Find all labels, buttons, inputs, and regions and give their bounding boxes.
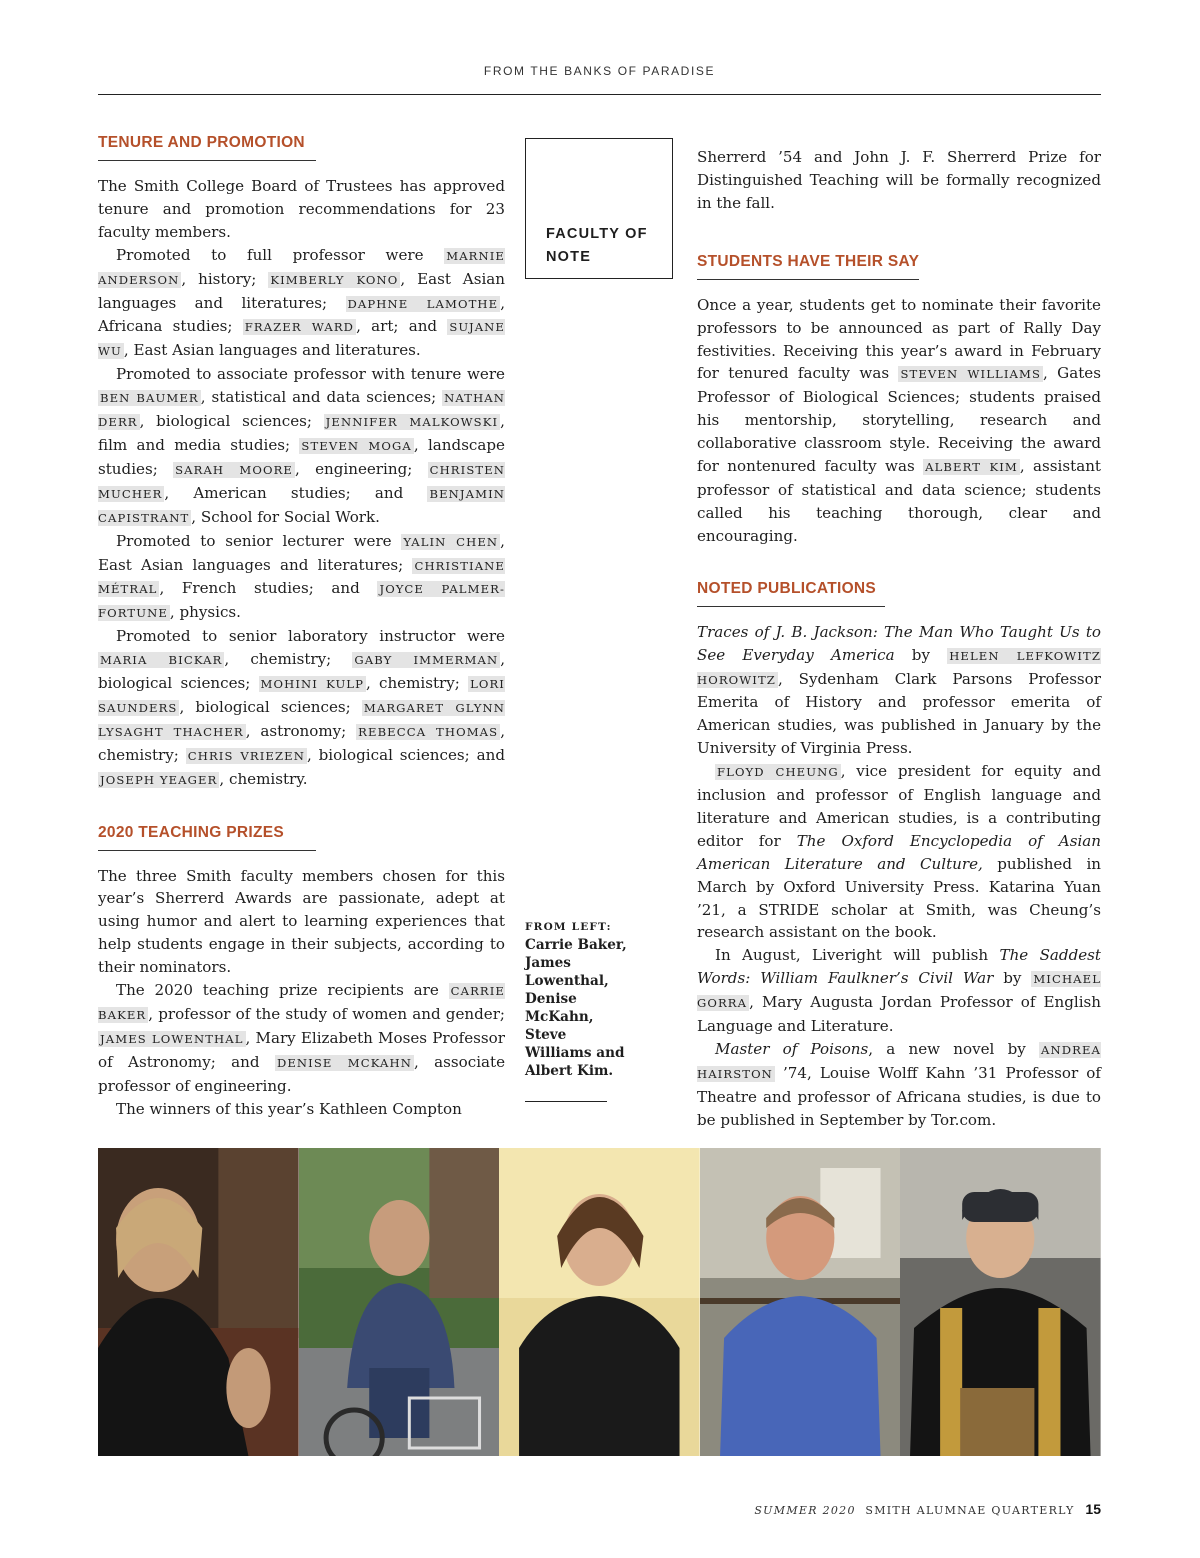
person-name: JENNIFER MALKOWSKI (325, 415, 499, 430)
faculty-of-note-box (525, 138, 673, 279)
person-name: CHRIS VRIEZEN (187, 748, 305, 763)
person-name: REBECCA THOMAS (358, 724, 499, 739)
publication-horowitz: Traces of J. B. Jackson: The Man Who Taught Us to See Everyday America by HELEN LEFKOWITZ HOROWITZ , Sydenham Clark Parsons Professor Emerita of History and professor emerita of American studies, was published in January by the University of Virginia Press. (697, 622, 1101, 758)
section-heading-publications: NOTED PUBLICATIONS (697, 580, 885, 607)
person-name: HELEN LEFKOWITZ HOROWITZ (697, 648, 1101, 687)
students-body (697, 294, 1101, 548)
person-role: , biological sciences; (139, 412, 324, 431)
person-name: ANDREA HAIRSTON (697, 1043, 1101, 1081)
person-role: , American studies; and (164, 483, 428, 502)
photo-james-lowenthal (299, 1148, 500, 1456)
person-role: , landscape studies; (98, 435, 505, 478)
publication-cheung: FLOYD CHEUNG , vice president for equity and inclusion and professor of English language and literature and American studies, is a contributing editor for The Oxford Encyclopedia of Asian American Literature and Culture, published in March by Oxford University Press. Katarina Yuan ’21, a STRIDE scholar at Smith, was Cheung’s research assistant on the book. (697, 762, 1101, 942)
right-column (697, 146, 1101, 1162)
person-name: CHRISTEN MUCHER (98, 462, 505, 501)
person-role: , School for Social Work. (191, 507, 380, 526)
photo-denise-mckahn (499, 1148, 700, 1456)
person-name: FRAZER WARD (244, 320, 355, 335)
faculty-photo-strip (98, 1148, 1101, 1456)
portrait-image (299, 1148, 500, 1456)
person-name: CARRIE BAKER (98, 984, 505, 1022)
person-role: , chemistry; (366, 674, 469, 693)
person-name: CHRISTIANE MÉTRAL (98, 558, 505, 597)
person-role: , statistical and data sciences; (200, 388, 443, 407)
person-name: MOHINI KULP (260, 677, 365, 692)
tenure-body (98, 175, 505, 792)
person-role: , biological sciences; (98, 650, 505, 693)
person-role: , film and media studies; (98, 412, 505, 454)
sidebar-column (525, 138, 673, 1108)
section-heading-students: STUDENTS HAVE THEIR SAY (697, 253, 919, 280)
teaching-section (98, 822, 505, 1121)
photo-steve-williams (700, 1148, 901, 1456)
person-role: , professor of the study of women and gender; (148, 1005, 505, 1023)
teaching-body (98, 865, 505, 1121)
person-name: JOSEPH YEAGER (100, 772, 218, 787)
publications-body (697, 621, 1101, 1132)
students-section (697, 251, 1101, 548)
person-role: , biological sciences; (179, 697, 362, 716)
caption-rule (525, 1101, 607, 1102)
teaching-recipients: The 2020 teaching prize recipients are CARRIE BAKER , professor of the study of women and gender; JAMES LOWENTHAL , Mary Elizabeth Moses Professor of Astronomy; and DENISE MCKAHN , associate professor of engineering. (98, 981, 506, 1095)
tenure-senior-lecturers: Promoted to senior lecturer were YALIN CHEN , East Asian languages and literatures; CHRISTIANE MÉTRAL , French studies; and JOYCE PALMER-FORTUNE , physics. (98, 531, 505, 622)
tenure-associate-professors: Promoted to associate professor with tenure were BEN BAUMER , statistical and data sciences; NATHAN DERR , biological sciences; JENNIFER MALKOWSKI , film and media studies; STEVEN MOGA , landscape studies; SARAH MOORE , engineering; CHRISTEN MUCHER , American studies; and BENJAMIN CAPISTRANT , School for Social Work. (98, 365, 505, 526)
teaching-continued (697, 146, 1101, 215)
publications-section (697, 578, 1101, 1132)
person-role: , history; (181, 269, 269, 288)
person-name: ALBERT KIM (925, 460, 1018, 475)
left-column (98, 132, 505, 1151)
caption-text: Carrie Baker, James Lowenthal, Denise McKahn, Steve Williams and Albert Kim. (525, 937, 627, 1079)
person-name: MICHAEL GORRA (697, 972, 1101, 1011)
portrait-image (98, 1148, 299, 1456)
person-role: , chemistry; (98, 721, 505, 764)
page-number: 15 (1085, 1501, 1101, 1517)
person-role: , East Asian languages and literatures; (98, 531, 505, 574)
caption-label: FROM LEFT: (525, 921, 612, 933)
person-name: YALIN CHEN (403, 534, 499, 549)
person-role: , Mary Elizabeth Moses Professor of Astronomy; and (98, 1028, 505, 1071)
students-text: Once a year, students get to nominate their favorite professors to be announced as part of Rally Day festivities. Receiving this year’s award in February for tenured faculty was STEVEN WILLIAMS , Gates Professor of Biological Sciences; students praised his mentorship, storytelling, research and collaborative classroom style. Receiving the award for nontenured faculty was ALBERT KIM , assistant professor of statistical and data science; students called his teaching thorough, clear and encouraging. (697, 295, 1101, 545)
person-name: DENISE MCKAHN (276, 1055, 412, 1070)
person-name: MARIA BICKAR (100, 653, 223, 668)
person-role: , associate professor of engineering. (98, 1052, 506, 1095)
tenure-section (98, 132, 505, 792)
photo-albert-kim (900, 1148, 1101, 1456)
publication-gorra: In August, Liveright will publish The Saddest Words: William Faulkner’s Civil War by MICHAEL GORRA , Mary Augusta Jordan Professor of English Language and Literature. (697, 946, 1101, 1036)
tenure-lab-instructors: Promoted to senior laboratory instructor were MARIA BICKAR , chemistry; GABY IMMERMAN , biological sciences; MOHINI KULP , chemistry; LORI SAUNDERS , biological sciences; MARGARET GLYNN LYSAGHT THACHER , astronomy; REBECCA THOMAS , chemistry; CHRIS VRIEZEN , biological sciences; and JOSEPH YEAGER , chemistry. (98, 627, 506, 788)
person-role: , biological sciences; and (306, 745, 505, 764)
section-heading-tenure: TENURE AND PROMOTION (98, 134, 316, 161)
person-name: MARNIE ANDERSON (98, 248, 505, 287)
portrait-image (499, 1148, 700, 1456)
page-footer (754, 1501, 1101, 1517)
header-rule (98, 94, 1101, 95)
person-name: GABY IMMERMAN (354, 653, 499, 668)
person-role: , East Asian languages and literatures. (123, 341, 421, 360)
photo-caption (525, 918, 635, 1080)
publication-hairston: Master of Poisons, a new novel by ANDREA HAIRSTON ’74, Louise Wolff Kahn ’31 Professor of Theatre and professor of Africana studies, is due to be published in September by Tor.com. (697, 1040, 1101, 1129)
person-name: STEVEN MOGA (301, 438, 412, 453)
publication-name: SMITH ALUMNAE QUARTERLY (865, 1504, 1075, 1517)
person-role: , art; and (356, 317, 448, 336)
person-name: JOYCE PALMER-FORTUNE (98, 582, 505, 621)
person-name: KIMBERLY KONO (270, 272, 399, 287)
portrait-image (700, 1148, 901, 1456)
person-role: , chemistry; (224, 650, 353, 669)
person-name: BEN BAUMER (100, 391, 199, 406)
tenure-full-professors: Promoted to full professor were MARNIE ANDERSON , history; KIMBERLY KONO , East Asian languages and literatures; DAPHNE LAMOTHE , Africana studies; FRAZER WARD , art; and SUJANE WU , East Asian languages and literatures. (98, 245, 505, 360)
person-name: LORI SAUNDERS (98, 677, 505, 715)
person-name: BENJAMIN CAPISTRANT (98, 486, 505, 525)
teaching-intro: The three Smith faculty members chosen for this year’s Sherrerd Awards are passionate, adept at using humor and alert to learning experiences that help students engage in their subjects, according to their nominators. (98, 866, 505, 977)
person-role: , engineering; (294, 459, 428, 478)
running-head: FROM THE BANKS OF PARADISE (483, 64, 716, 78)
person-name: NATHAN DERR (98, 391, 505, 430)
person-role: , physics. (169, 603, 241, 622)
portrait-image (900, 1148, 1101, 1456)
teaching-continued-text: Sherrerd ’54 and John J. F. Sherrerd Prize for Distinguished Teaching will be formally recognized in the fall. (697, 148, 1101, 212)
teaching-winners: The winners of this year’s Kathleen Compton (116, 1099, 462, 1118)
photo-carrie-baker (98, 1148, 299, 1456)
faculty-of-note-label: FACULTY OF NOTE (546, 226, 648, 265)
issue-label: SUMMER 2020 (754, 1504, 856, 1517)
person-role: , French studies; and (159, 579, 378, 598)
tenure-intro: The Smith College Board of Trustees has approved tenure and promotion recommendations for 23 faculty members. (98, 177, 505, 241)
person-name: FLOYD CHEUNG (717, 765, 839, 780)
person-name: DAPHNE LAMOTHE (347, 296, 499, 311)
person-name: SARAH MOORE (175, 462, 293, 477)
section-heading-teaching: 2020 TEACHING PRIZES (98, 824, 316, 851)
person-role: , Africana studies; (98, 293, 505, 336)
person-name: SUJANE WU (98, 320, 505, 359)
person-name: MARGARET GLYNN LYSAGHT THACHER (98, 700, 506, 739)
person-role: , astronomy; (245, 721, 357, 740)
person-name: JAMES LOWENTHAL (100, 1031, 244, 1046)
person-role: , East Asian languages and literatures; (98, 269, 505, 312)
person-name: STEVEN WILLIAMS (900, 367, 1042, 382)
person-role: , chemistry. (219, 769, 308, 788)
